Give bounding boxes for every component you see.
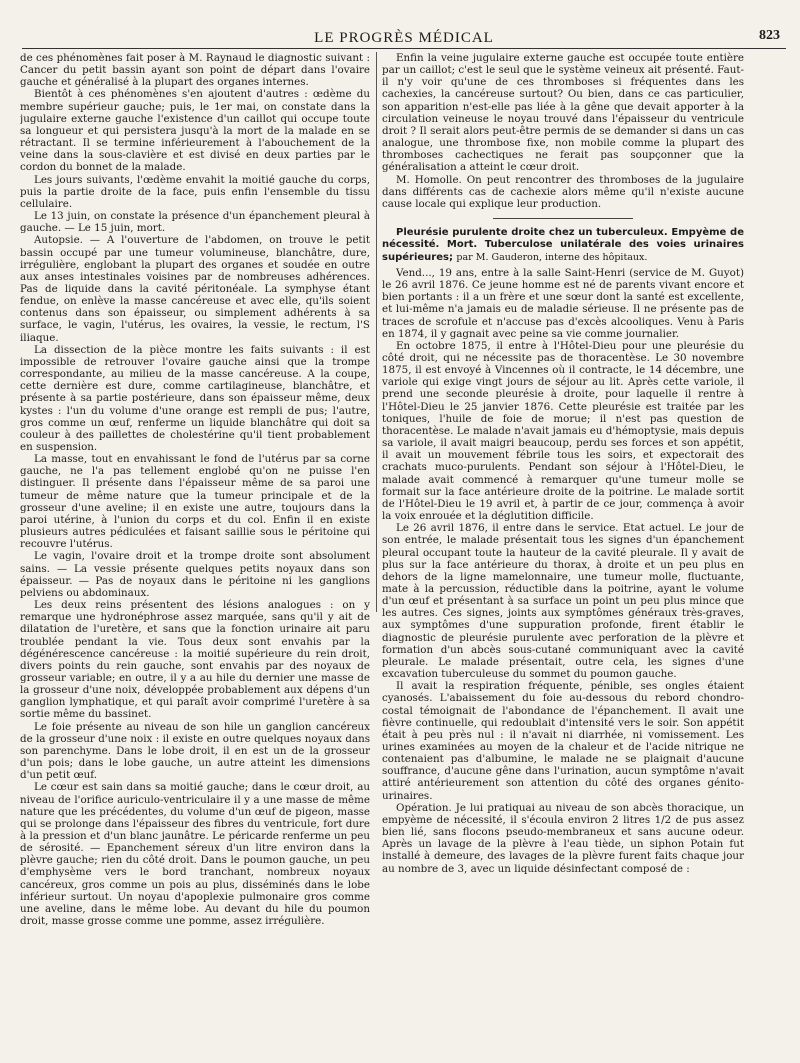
page-header [22,30,786,48]
paragraph: Le cœur est sain dans sa moitié gauche; dans le cœur droit, au niveau de l'orifice auriculo-ventriculaire il y a une masse de même nature que les précédentes, du volume d'un œuf de pigeon, masse qui se prolonge dans l'épaisseur des fibres du ventricule, fort dure à la pression et d'un blanc jaunâtre. Le péricarde renferme un peu de sérosité. — Epanchement séreux d'un litre environ dans la plèvre gauche; rien du côté droit. Dans le poumon gauche, un peu d'emphysème vers le bord tranchant, nombreux noyaux cancéreux, gros comme un pois au plus, disséminés dans le lobe inférieur surtout. Un noyau d'apoplexie pulmonaire gros comme une aveline, dans le même lobe. Au devant du hile du poumon droit, masse grosse comme une pomme, assez irrégulière. [20,781,370,928]
paragraph: Enfin la veine jugulaire externe gauche est occupée toute entière par un caillot; c'est le seul que le système veineux ait présenté. Faut-il n'y voir qu'une de ces thromboses si fréquentes dans les cachexies, la cancéreuse surtout? Ou bien, dans ce cas particulier, son apparition n'est-elle pas liée à la gêne que devait apporter à la circulation veineuse le noyau trouvé dans l'épaisseur du ventricule droit ? Il serait alors peut-être permis de se demander si dans un cas analogue, une thrombose fixe, non mobile comme la plupart des thromboses cachectiques ne ferait pas soupçonner que la généralisation a atteint le cœur droit. [382,52,744,174]
paragraph: de ces phénomènes fait poser à M. Raynaud le diagnostic suivant : Cancer du petit bassin ayant son point de départ dans l'ovaire gauche et généralisé à la plupart des organes internes. [20,52,370,89]
homolle-remark: M. Homolle. On peut rencontrer des thromboses de la jugulaire dans différents cas de cachexie alors même qu'il n'existe aucune cause locale qui explique leur production. [382,173,744,210]
paragraph: Le foie présente au niveau de son hile un ganglion cancéreux de la grosseur d'une noix : il existe en outre quelques noyaux dans son parenchyme. Dans le lobe droit, il en est un de la grosseur d'un pois; dans le lobe gauche, un autre atteint les dimensions d'un petit œuf. [20,720,370,782]
paragraph: Le 13 juin, on constate la présence d'un épanchement pleural à gauche. — Le 15 juin, mort. [20,210,370,235]
autopsy-paragraph: Autopsie. — A l'ouverture de l'abdomen, on trouve le petit bassin occupé par une tumeur volumineuse, blanchâtre, dure, irrégulière, englobant la plupart des organes et soudée en outre aux anses intestinales voisines par de nombreuses adhérences. Pas de liquide dans la cavité péritonéale. La symphyse étant fendue, on enlève la masse cancéreuse et avec elle, qu'ils soient contenus dans son épaisseur, ou simplement adhérents à sa surface, le vagin, l'utérus, les ovaires, la vessie, le rectum, l'S iliaque. [20,234,370,344]
page-number: 823 [759,28,780,43]
header-rule [22,48,786,49]
operation-paragraph: Opération. Je lui pratiquai au niveau de son abcès thoracique, un empyème de nécessité, il s'écoula environ 2 litres 1/2 de pus assez bien lié, sans flocons pseudo-membraneux et sans aucune odeur. Après un lavage de la plèvre à l'eau tiède, un siphon Potain fut installé à demeure, des lavages de la plèvre furent faits chaque jour au nombre de 3, avec un liquide désinfectant composé de : [382,801,744,875]
article-title-text: Pleurésie purulente droite chez un tuberculeux. Empyème de nécessité. Mort. Tuberculose unilatérale des voies urinaires supérieures; [382,227,744,263]
journal-title: LE PROGRÈS MÉDICAL [314,30,494,46]
paragraph: La masse, tout en envahissant le fond de l'utérus par sa corne gauche, ne l'a pas tellement englobé qu'on ne puisse l'en distinguer. Il présente dans l'épaisseur même de sa paroi une tumeur de même nature que la tumeur principale et de la grosseur d'une aveline; il en existe une autre, toujours dans la paroi utérine, à l'union du corps et du col. Enfin il en existe plusieurs autres pédiculées et faisant saillie sous le péritoine qui recouvre l'utérus. [20,453,370,551]
paragraph: Il avait la respiration fréquente, pénible, ses ongles étaient cyanosés. L'abaissement du foie au-dessous du rebord chondro-costal témoignait de l'abondance de l'épanchement. Il avait une fièvre continuelle, qui redoublait d'intensité vers le soir. Son appétit était à peu près nul : il n'avait ni diarrhée, ni vomissement. Les urines examinées au moyen de la chaleur et de l'acide nitrique ne contenaient pas d'albumine, le malade ne se plaignait d'aucune souffrance, d'aucune gêne dans l'urination, aucun symptôme n'avait attiré antérieurement son attention du côté des organes génito-urinaires. [382,680,744,802]
paragraph: Le 26 avril 1876, il entre dans le service. Etat actuel. Le jour de son entrée, le malade présentait tous les signes d'un épanchement pleural occupant toute la hauteur de la cavité pleurale. Il y avait de plus sur la face antérieure du thorax, à droite et un peu plus en dehors de la ligne mamelonnaire, une tumeur molle, fluctuante, mate à la percussion, réductible dans la poitrine, ayant le volume d'un œuf et présentant à sa surface un point un peu plus mince que les autres. Ces signes, joints aux symptômes généraux très-graves, aux symptômes d'une suppuration profonde, firent établir le diagnostic de pleurésie purulente avec perforation de la plèvre et formation d'un abcès sous-cutané communiquant avec la cavité pleurale. Le malade présentait, outre cela, les signes d'une excavation tuberculeuse du sommet du poumon gauche. [382,522,744,681]
paragraph: Vend..., 19 ans, entre à la salle Saint-Henri (service de M. Guyot) le 26 avril 1876. Ce jeune homme est né de parents vivant encore et bien portants : il a un frère et une sœur dont la santé est excellente, et lui-même n'a jamais eu de maladie sérieuse. Il ne présente pas de traces de scrofule et n'accuse pas d'excès alcooliques. Venu à Paris en 1874, il y gagnait avec peine sa vie comme journalier. [382,266,744,340]
paragraph: Bientôt à ces phénomènes s'en ajoutent d'autres : œdème du membre supérieur gauche; puis, le 1er mai, on constate dans la jugulaire externe gauche l'existence d'un caillot qui occupe toute sa longueur et qui persistera jusqu'à la mort de la malade en se rétractant. Il se termine inférieurement à l'abouchement de la veine dans la sous-clavière et est divisé en deux parties par le cordon du bonnet de la malade. [20,88,370,174]
paragraph: Le vagin, l'ovaire droit et la trompe droite sont absolument sains. — La vessie présente quelques petits noyaux dans son épaisseur. — Pas de noyaux dans le péritoine ni les ganglions pelviens ou abdominaux. [20,550,370,599]
paragraph: En octobre 1875, il entre à l'Hôtel-Dieu pour une pleurésie du côté droit, qui ne nécessite pas de thoracentèse. Le 30 novembre 1875, il est envoyé à Vincennes où il contracte, le 14 décembre, une variole qui exige vingt jours de séjour au lit. Après cette variole, il prend une seconde pleurésie à droite, pour laquelle il rentre à l'Hôtel-Dieu le 25 janvier 1876. Cette pleurésie est traitée par les toniques, l'huile de foie de morue; il n'est pas question de thoracentèse. Le malade n'avait jamais eu d'hémoptysie, mais depuis sa variole, il avait maigri beaucoup, perdu ses forces et son appétit, il avait un mouvement fébrile tous les soirs, et expectorait des crachats muco-purulents. Pendant son séjour à l'Hôtel-Dieu, le malade avait commencé à remarquer qu'une tumeur molle se formait sur la face antérieure droite de la poitrine. Le malade sortit de l'Hôtel-Dieu le 19 avril et, à partir de ce jour, commença à avoir la voix enrouée et la déglutition difficile. [382,339,744,523]
paragraph: La dissection de la pièce montre les faits suivants : il est impossible de retrouver l'ovaire gauche ainsi que la trompe correspondante, au milieu de la masse cancéreuse. A la coupe, cette dernière est dure, comme cartilagineuse, blanchâtre, et présente à sa partie postérieure, dans son épaisseur même, deux kystes : l'un du volume d'une orange est rempli de pus; l'autre, gros comme un œuf, renferme un liquide blanchâtre qui doit sa couleur à des paillettes de cholestérine qu'il tient probablement en suspension. [20,343,370,453]
paragraph: Les deux reins présentent des lésions analogues : on y remarque une hydronéphrose assez marquée, sans qu'il y ait de dilatation de l'uretère, et sans que la fonction urinaire ait paru troublée pendant la vie. Tous deux sont envahis par la dégénérescence cancéreuse : la moitié supérieure du rein droit, divers points du rein gauche, sont envahis par des noyaux de grosseur variable; en outre, il y a au hile du dernier une masse de la grosseur d'une noix, développée probablement aux dépens d'un ganglion lymphatique, et qui paraît avoir comprimé l'uretère à sa sortie même du bassinet. [20,599,370,721]
paragraph: Les jours suivants, l'œdème envahit la moitié gauche du corps, puis la partie droite de la face, puis enfin l'ensemble du tissu cellulaire. [20,173,370,210]
section-separator [493,218,633,219]
article-title [382,227,744,264]
left-column [20,52,370,1057]
article-byline: par M. Gauderon, interne des hôpitaux. [456,251,648,263]
column-divider [376,52,377,612]
right-column [382,52,744,1057]
